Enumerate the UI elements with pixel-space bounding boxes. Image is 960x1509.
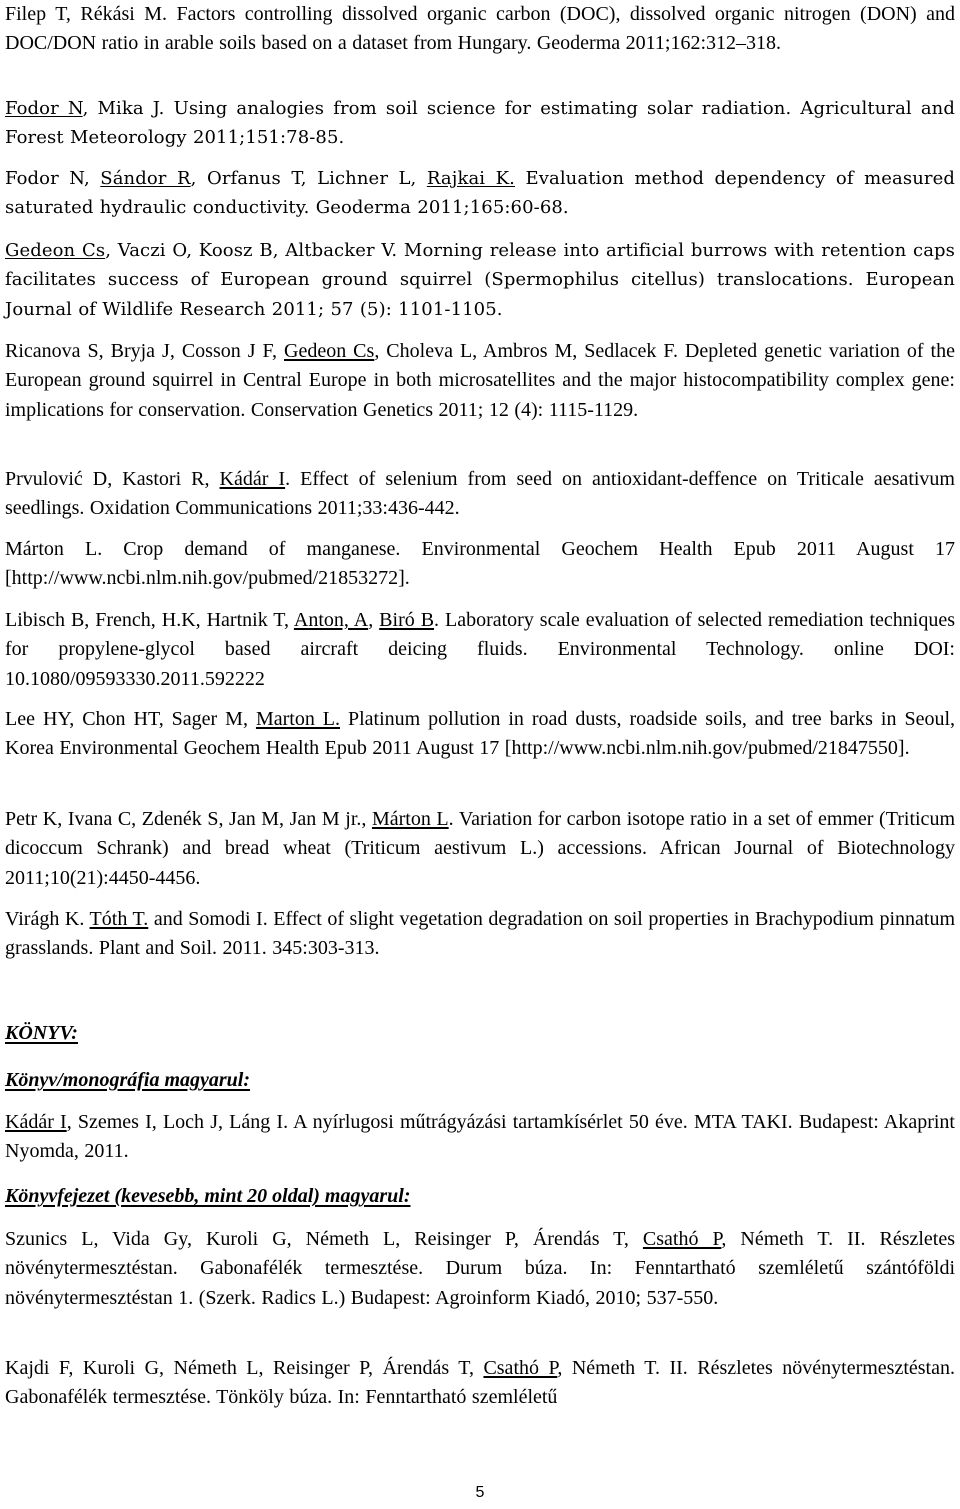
author-name-highlighted: Kádár I [219,468,286,490]
reference-text: , Németh T. II. Részletes növénytermesztéstan. Gabonafélék termesztése. Tönköly búza. In: Fenntartható szemléletű [5,1357,955,1409]
reference-entry [5,606,955,694]
reference-text: Evaluation method dependency of measured saturated hydraulic conductivity. Geoderma 2011;165:60-68. [5,168,955,219]
author-name-highlighted: Kádár I [5,1111,67,1133]
reference-text: , Orfanus T, Lichner L, [190,168,427,189]
subsection-heading: Könyvfejezet (kevesebb, mint 20 oldal) magyarul: [5,1185,411,1207]
reference-text: , Choleva L, Ambros M, Sedlacek F. Depleted genetic variation of the European ground squirrel in Central Europe in both microsatellites and the major histocompatibility complex gene: implications for conservation. Conservation Genetics 2011; 12 (4): 1115-1129. [5,340,955,421]
subsection-heading: Könyv/monográfia magyarul: [5,1069,251,1091]
reference-entry [5,905,955,964]
author-name-highlighted: Rajkai K. [426,168,515,189]
reference-text: , Mika J. Using analogies from soil science for estimating solar radiation. Agricultural and Forest Meteorology 2011;151:78-85. [5,98,956,149]
reference-entry [5,535,955,594]
author-name-highlighted: Gedeon Cs [5,240,106,261]
reference-text: Morning release into artificial burrows with retention caps facilitates success of European ground squirrel (Spermophilus citellus) translocations. European Journal of Wildlife Research 2011; 57 (5): 1101-1105. [5,240,955,320]
reference-text: . Laboratory scale evaluation of selected remediation techniques for propylene-glycol based aircraft deicing fluids. Environmental Technology. online DOI: 10.1080/09593330.2011.592222 [5,609,955,690]
reference-text: Kajdi F, Kuroli G, Németh L, Reisinger P, Árendás T, [5,1357,484,1379]
reference-text: Platinum pollution in road dusts, roadside soils, and tree barks in Seoul, Korea Environmental Geochem Health Epub 2011 August 17 [http://www.ncbi.nlm.nih.gov/pubmed/21847550]. [5,708,955,760]
author-name-highlighted: Fodor N [5,98,83,119]
reference-entry [5,0,955,59]
reference-entry [5,465,955,524]
author-name-highlighted: Biró B [379,609,435,631]
reference-text: Ricanova S, Bryja J, Cosson J F, [5,340,284,362]
reference-text: Márton L. Crop demand of manganese. Environmental Geochem Health Epub 2011 August 17 [http://www.ncbi.nlm.nih.gov/pubmed/21853272]. [5,538,955,590]
reference-entry [5,1108,955,1167]
page-number: 5 [475,1484,485,1501]
reference-entry [5,236,955,324]
author-name-highlighted: Márton L [371,808,449,830]
reference-text: Libisch B, French, H.K, Hartnik T, [5,609,294,631]
reference-text: , Németh T. II. Részletes növénytermesztéstan. Gabonafélék termesztése. Durum búza. In: Fenntartható szemléletű szántóföldi növénytermesztéstan 1. (Szerk. Radics L.) Budapest: Agroinform Kiadó, 2010; 537-550. [5,1228,956,1309]
reference-text: , Szemes I, Loch J, Láng I. A nyírlugosi műtrágyázási tartamkísérlet 50 éve. MTA TAKI. Budapest: Akaprint Nyomda, 2011. [5,1111,955,1163]
reference-text: and Somodi I. Effect of slight vegetation degradation on soil properties in Brachypodium pinnatum grasslands. Plant and Soil. 2011. 345:303-313. [5,908,956,960]
author-name-highlighted: Anton, A [293,609,369,631]
reference-text: Petr K, Ivana C, Zdenék S, Jan M, Jan M jr., [5,808,372,830]
reference-entry [5,94,955,153]
author-name-highlighted: Sándor R [100,168,191,189]
section-heading: KÖNYV: [5,1022,78,1044]
author-name-highlighted: Gedeon Cs [284,340,375,362]
reference-text: . Variation for carbon isotope ratio in a set of emmer (Triticum dicoccum Schrank) and bread wheat (Triticum aestivum L.) accessions. African Journal of Biotechnology 2011;10(21):4450-4456. [5,808,955,889]
author-name-highlighted: Tóth T. [89,908,149,930]
author-name-highlighted: Csathó P [642,1228,722,1250]
reference-entry [5,1225,955,1313]
reference-text: Fodor N, [5,168,101,189]
reference-text: Filep T, Rékási M. Factors controlling dissolved organic carbon (DOC), dissolved organic nitrogen (DON) and DOC/DON ratio in arable soils based on a dataset from Hungary. Geoderma 2011;162:312–318. [5,3,955,55]
reference-text: Prvulović D, Kastori R, [5,468,220,490]
reference-entry [5,337,955,425]
reference-entry [5,805,955,893]
reference-text: , [368,609,380,631]
reference-entry [5,705,955,764]
reference-text: Szunics L, Vida Gy, Kuroli G, Németh L, Reisinger P, Árendás T, [5,1228,643,1250]
reference-text: Lee HY, Chon HT, Sager M, [5,708,256,730]
reference-entry [5,164,955,223]
author-name-highlighted: Csathó P [483,1357,558,1379]
reference-entry [5,1354,955,1413]
reference-text: . Effect of selenium from seed on antioxidant-deffence on Triticale aesativum seedlings. Oxidation Communications 2011;33:436-442. [5,468,955,520]
reference-text: , Vaczi O, Koosz B, Altbacker V. [105,240,398,261]
reference-text: Virágh K. [5,908,90,930]
author-name-highlighted: Marton L. [255,708,340,730]
